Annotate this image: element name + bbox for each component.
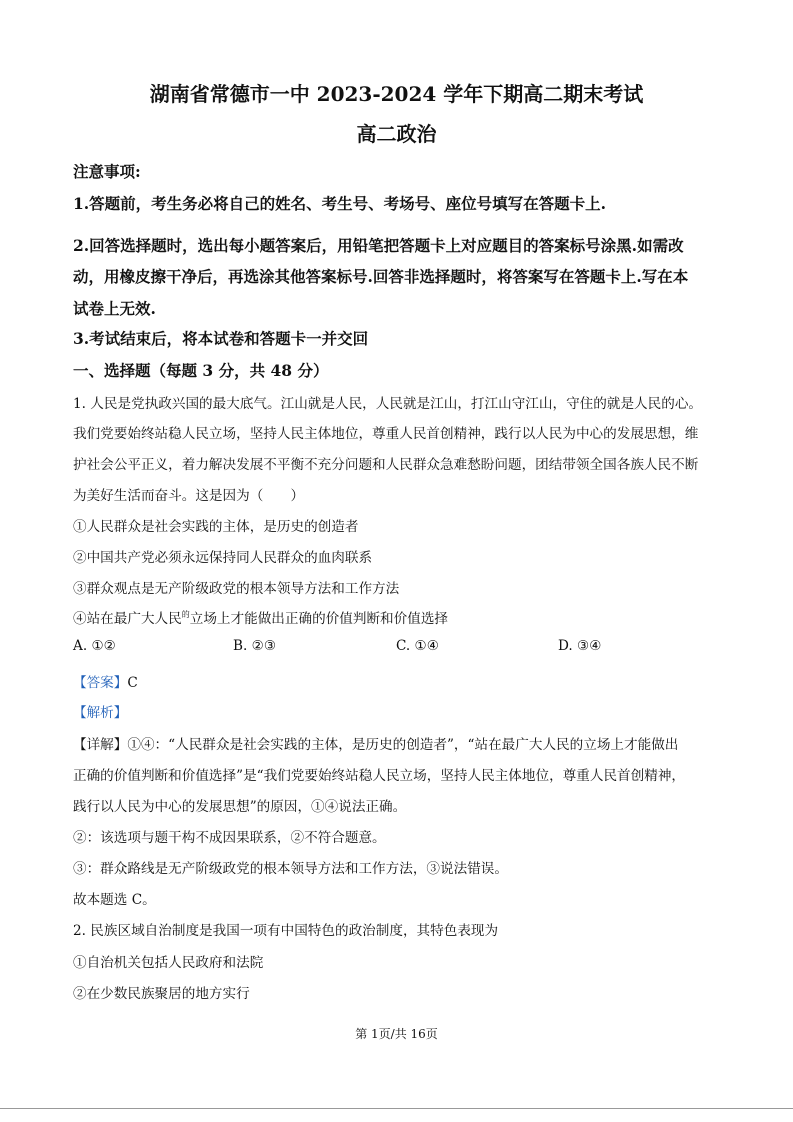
q2-stem: 2. 民族区域自治制度是我国一项有中国特色的政治制度，其特色表现为 — [73, 923, 499, 939]
q1-option-c: C. ①④ — [396, 638, 439, 654]
section-heading: 一、选择题（每题 3 分，共 48 分） — [73, 361, 329, 380]
q1-stem-line-3: 护社会公平正义，着力解决发展不平衡不充分问题和人民群众急难愁盼问题，团结带领全国各族人民不断 — [73, 457, 699, 473]
answer-value: C — [127, 675, 138, 691]
notes-item-2-line-3: 试卷上无效. — [73, 299, 156, 318]
q1-detail-line-3: 践行以人民为中心的发展思想”的原因，①④说法正确。 — [73, 799, 407, 815]
detail-tag: 【详解】 — [73, 737, 128, 753]
answer-tag: 【答案】 — [73, 675, 128, 691]
q1-stem-line-2: 我们党要始终站稳人民立场，坚持人民主体地位，尊重人民首创精神，践行以人民为中心的发展思想，维 — [73, 426, 699, 442]
page-number: 第 1页/共 16页 — [355, 1027, 438, 1041]
notes-item-2-line-2: 动，用橡皮擦干净后，再选涂其他答案标号.回答非选择题时，将答案写在答题卡上.写在本 — [73, 267, 689, 286]
q1-detail-line-5: ③：群众路线是无产阶级政党的根本领导方法和工作方法，③说法错误。 — [73, 861, 508, 877]
q1-statement-4-pre: ④站在最广大人民 — [73, 611, 182, 627]
q1-stem-line-4: 为美好生活而奋斗。这是因为（ ） — [73, 488, 305, 504]
q1-statement-4-sup: 的 — [181, 610, 190, 619]
analysis-tag: 【解析】 — [73, 705, 128, 721]
q1-statement-4-post: 立场上才能做出正确的价值判断和价值选择 — [189, 611, 449, 627]
notes-heading: 注意事项: — [73, 162, 141, 181]
q2-statement-2: ②在少数民族聚居的地方实行 — [73, 986, 250, 1002]
q1-answer — [73, 671, 138, 691]
q1-stem-line-1: 1. 人民是党执政兴国的最大底气。江山就是人民，人民就是江山，打江山守江山，守住的就是人民的心。 — [73, 396, 703, 412]
q1-option-b: B. ②③ — [233, 638, 277, 654]
notes-item-1: 1.答题前，考生务必将自己的姓名、考生号、考场号、座位号填写在答题卡上. — [73, 194, 607, 213]
q1-statement-1: ①人民群众是社会实践的主体，是历史的创造者 — [73, 519, 359, 535]
page-bottom-divider — [0, 1108, 793, 1109]
q1-statement-3: ③群众观点是无产阶级政党的根本领导方法和工作方法 — [73, 581, 400, 597]
notes-item-3: 3.考试结束后，将本试卷和答题卡一并交回 — [73, 329, 369, 348]
exam-title: 湖南省常德市一中 2023-2024 学年下期高二期末考试 — [149, 82, 644, 106]
q1-detail-line-2: 正确的价值判断和价值选择”是“我们党要始终站稳人民立场，坚持人民主体地位，尊重人民首创精神， — [73, 768, 686, 784]
q1-statement-4 — [73, 607, 448, 627]
exam-subject: 高二政治 — [356, 122, 437, 146]
q1-detail-line-6: 故本题选 C。 — [73, 892, 156, 908]
q1-detail-line-4: ②：该选项与题干构不成因果联系，②不符合题意。 — [73, 830, 386, 846]
q1-option-a: A. ①② — [73, 638, 116, 654]
detail-text-1: ①④：“人民群众是社会实践的主体，是历史的创造者”，“站在最广大人民的立场上才能做出 — [127, 737, 679, 753]
q1-detail-line-1 — [73, 733, 678, 753]
notes-item-2-line-1: 2.回答选择题时，选出每小题答案后，用铅笔把答题卡上对应题目的答案标号涂黑.如需改 — [73, 236, 684, 255]
q1-option-d: D. ③④ — [558, 638, 602, 654]
q1-statement-2: ②中国共产党必须永远保持同人民群众的血肉联系 — [73, 550, 373, 566]
q2-statement-1: ①自治机关包括人民政府和法院 — [73, 955, 264, 971]
